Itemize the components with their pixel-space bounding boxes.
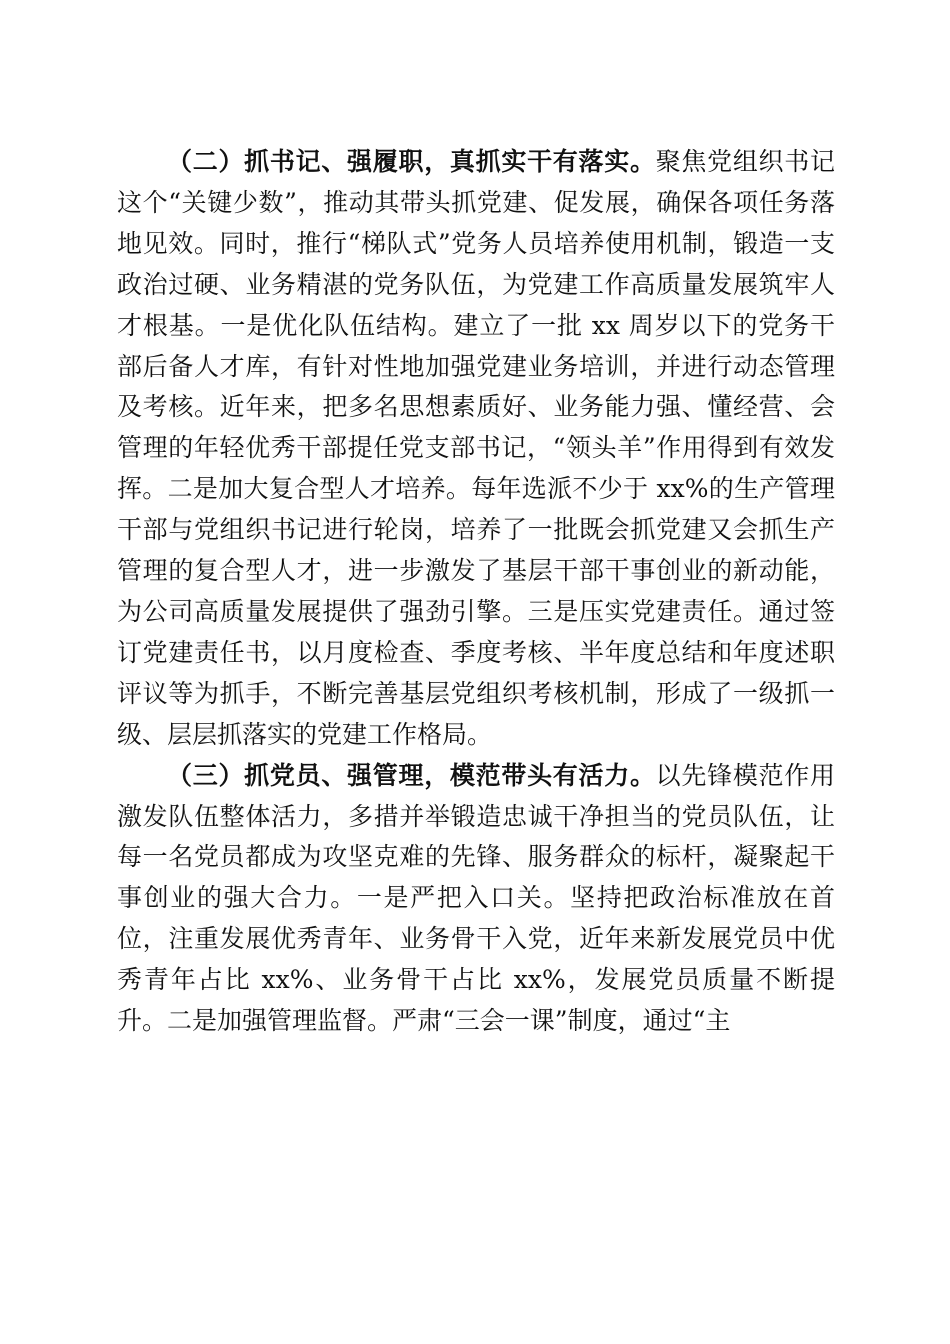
document-body xyxy=(117,142,835,1042)
section-2-heading: （二）抓书记、强履职，真抓实干有落实。 xyxy=(167,147,656,176)
section-2-body: 聚焦党组织书记这个“关键少数”，推动其带头抓党建、促发展，确保各项任务落地见效。同时，推行“梯队式”党务人员培养使用机制，锻造一支政治过硬、业务精湛的党务队伍，为党建工作高质量发展筑牢人才根基。一是优化队伍结构。建立了一批 xx 周岁以下的党务干部后备人才库，有针对性地加强党建业务培训，并进行动态管理及考核。近年来，把多名思想素质好、业务能力强、懂经营、会管理的年轻优秀干部提任党支部书记，“领头羊”作用得到有效发挥。二是加大复合型人才培养。每年选派不少于 xx%的生产管理干部与党组织书记进行轮岗，培养了一批既会抓党建又会抓生产管理的复合型人才，进一步激发了基层干部干事创业的新动能，为公司高质量发展提供了强劲引擎。三是压实党建责任。通过签订党建责任书，以月度检查、季度考核、半年度总结和年度述职评议等为抓手，不断完善基层党组织考核机制，形成了一级抓一级、层层抓落实的党建工作格局。 xyxy=(117,147,835,749)
paragraph-section-2 xyxy=(117,142,835,756)
section-3-heading: （三）抓党员、强管理，模范带头有活力。 xyxy=(167,760,656,790)
paragraph-section-3 xyxy=(117,756,835,1042)
section-3-body: 以先锋模范作用激发队伍整体活力，多措并举锻造忠诚干净担当的党员队伍，让每一名党员都成为攻坚克难的先锋、服务群众的标杆，凝聚起干事创业的强大合力。一是严把入口关。坚持把政治标准放在首位，注重发展优秀青年、业务骨干入党，近年来新发展党员中优秀青年占比 xx%、业务骨干占比 xx%，发展党员质量不断提升。二是加强管理监督。严肃“三会一课”制度，通过“主 xyxy=(117,760,835,1036)
